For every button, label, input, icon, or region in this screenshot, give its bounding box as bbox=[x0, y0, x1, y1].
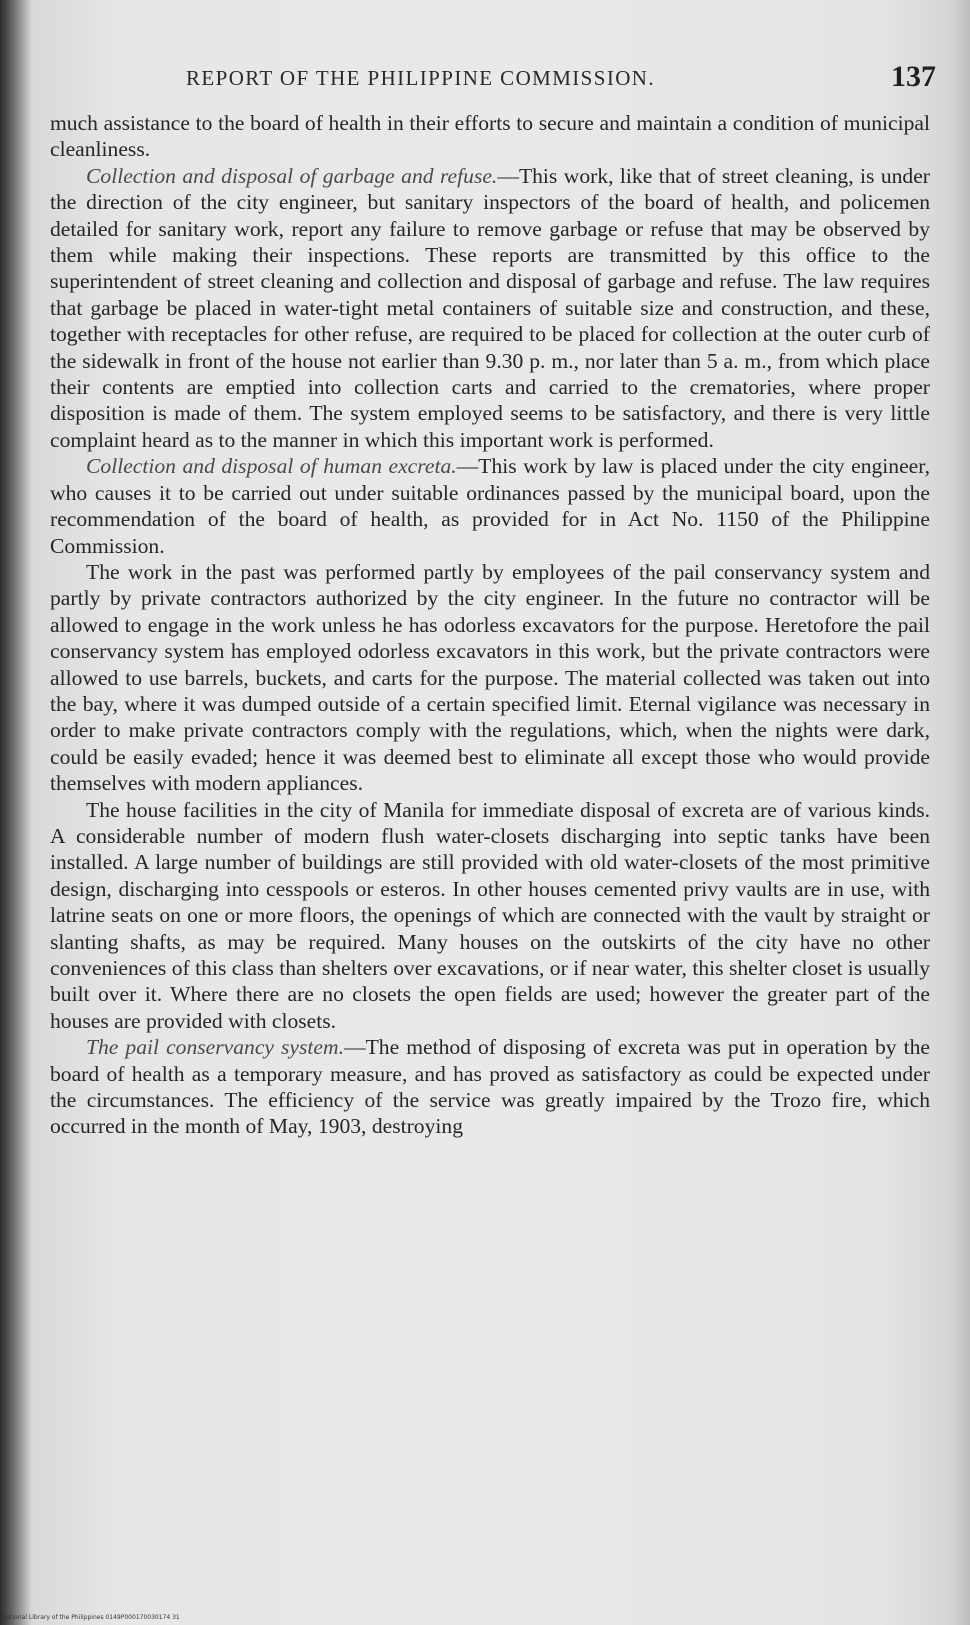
paragraph bbox=[50, 797, 930, 1035]
paragraph bbox=[50, 453, 930, 559]
paragraph-text: The house facilities in the city of Manila for immediate disposal of excreta are of various kinds. A considerable number of modern flush water-closets discharging into septic tanks have been installed. A large number of buildings are still provided with old water-closets of the most primitive design, discharging into cesspools or esteros. In other houses cemented privy vaults are in use, with latrine seats on one or more floors, the openings of which are connected with the vault by straight or slanting shafts, as may be required. Many houses on the outskirts of the city have no other conveniences of this class than shelters over excavations, or if near water, this shelter closet is usually built over it. Where there are no closets the open fields are used; however the greater part of the houses are provided with closets. bbox=[50, 797, 930, 1033]
paragraph-text: much assistance to the board of health in their efforts to secure and maintain a condition of municipal cleanliness. bbox=[50, 111, 930, 162]
paragraph bbox=[50, 559, 930, 797]
paragraph bbox=[50, 1034, 930, 1140]
body-text bbox=[50, 110, 930, 1140]
page-number: 137 bbox=[891, 60, 936, 93]
paragraph bbox=[50, 163, 930, 453]
section-heading: Collection and disposal of garbage and refuse. bbox=[86, 163, 498, 188]
page-header bbox=[186, 60, 936, 94]
paragraph-text: —This work by law is placed under the city engineer, who causes it to be carried out under suitable ordinances passed by the municipal board, upon the recommendation of the board of health, as provided for in Act No. 1150 of the Philippine Commission. bbox=[50, 454, 930, 558]
paragraph-text: The work in the past was performed partly by employees of the pail conservancy system and partly by private contractors authorized by the city engineer. In the future no contractor will be allowed to engage in the work unless he has odorless excavators for the purpose. Heretofore the pail conservancy system has employed odorless excavators in this work, but the private contractors were allowed to use barrels, buckets, and carts for the purpose. The material collected was taken out into the bay, where it was dumped outside of a certain specified limit. Eternal vigilance was necessary in order to make private contractors comply with the regulations, which, when the nights were dark, could be easily evaded; hence it was deemed best to eliminate all except those who would provide themselves with modern appliances. bbox=[50, 559, 930, 796]
paragraph bbox=[50, 110, 930, 163]
running-head: REPORT OF THE PHILIPPINE COMMISSION. bbox=[186, 66, 656, 90]
section-heading: Collection and disposal of human excreta. bbox=[86, 454, 457, 479]
source-note: National Library of the Philippines 0149P000170030174 31 bbox=[2, 1614, 180, 1621]
paragraph-text: —The method of disposing of excreta was put in operation by the board of health as a temporary measure, and has proved as satisfactory as could be expected under the circumstances. The efficiency of the service was greatly impaired by the Trozo fire, which occurred in the month of May, 1903, destroying bbox=[50, 1035, 930, 1139]
section-heading: The pail conservancy system. bbox=[86, 1035, 344, 1060]
paragraph-text: —This work, like that of street cleaning, is under the direction of the city engineer, but sanitary inspectors of the board of health, and policemen detailed for sanitary work, report any failure to remove garbage or refuse that may be observed by them while making their inspections. These reports are transmitted by this office to the superintendent of street cleaning and collection and disposal of garbage and refuse. The law requires that garbage be placed in water-tight metal containers of suitable size and construction, and these, together with receptacles for other refuse, are required to be placed for collection at the outer curb of the sidewalk in front of the house not earlier than 9.30 p. m., nor later than 5 a. m., from which place their contents are emptied into collection carts and carried to the crematories, where proper disposition is made of them. The system employed seems to be satisfactory, and there is very little complaint heard as to the manner in which this important work is performed. bbox=[50, 163, 931, 452]
